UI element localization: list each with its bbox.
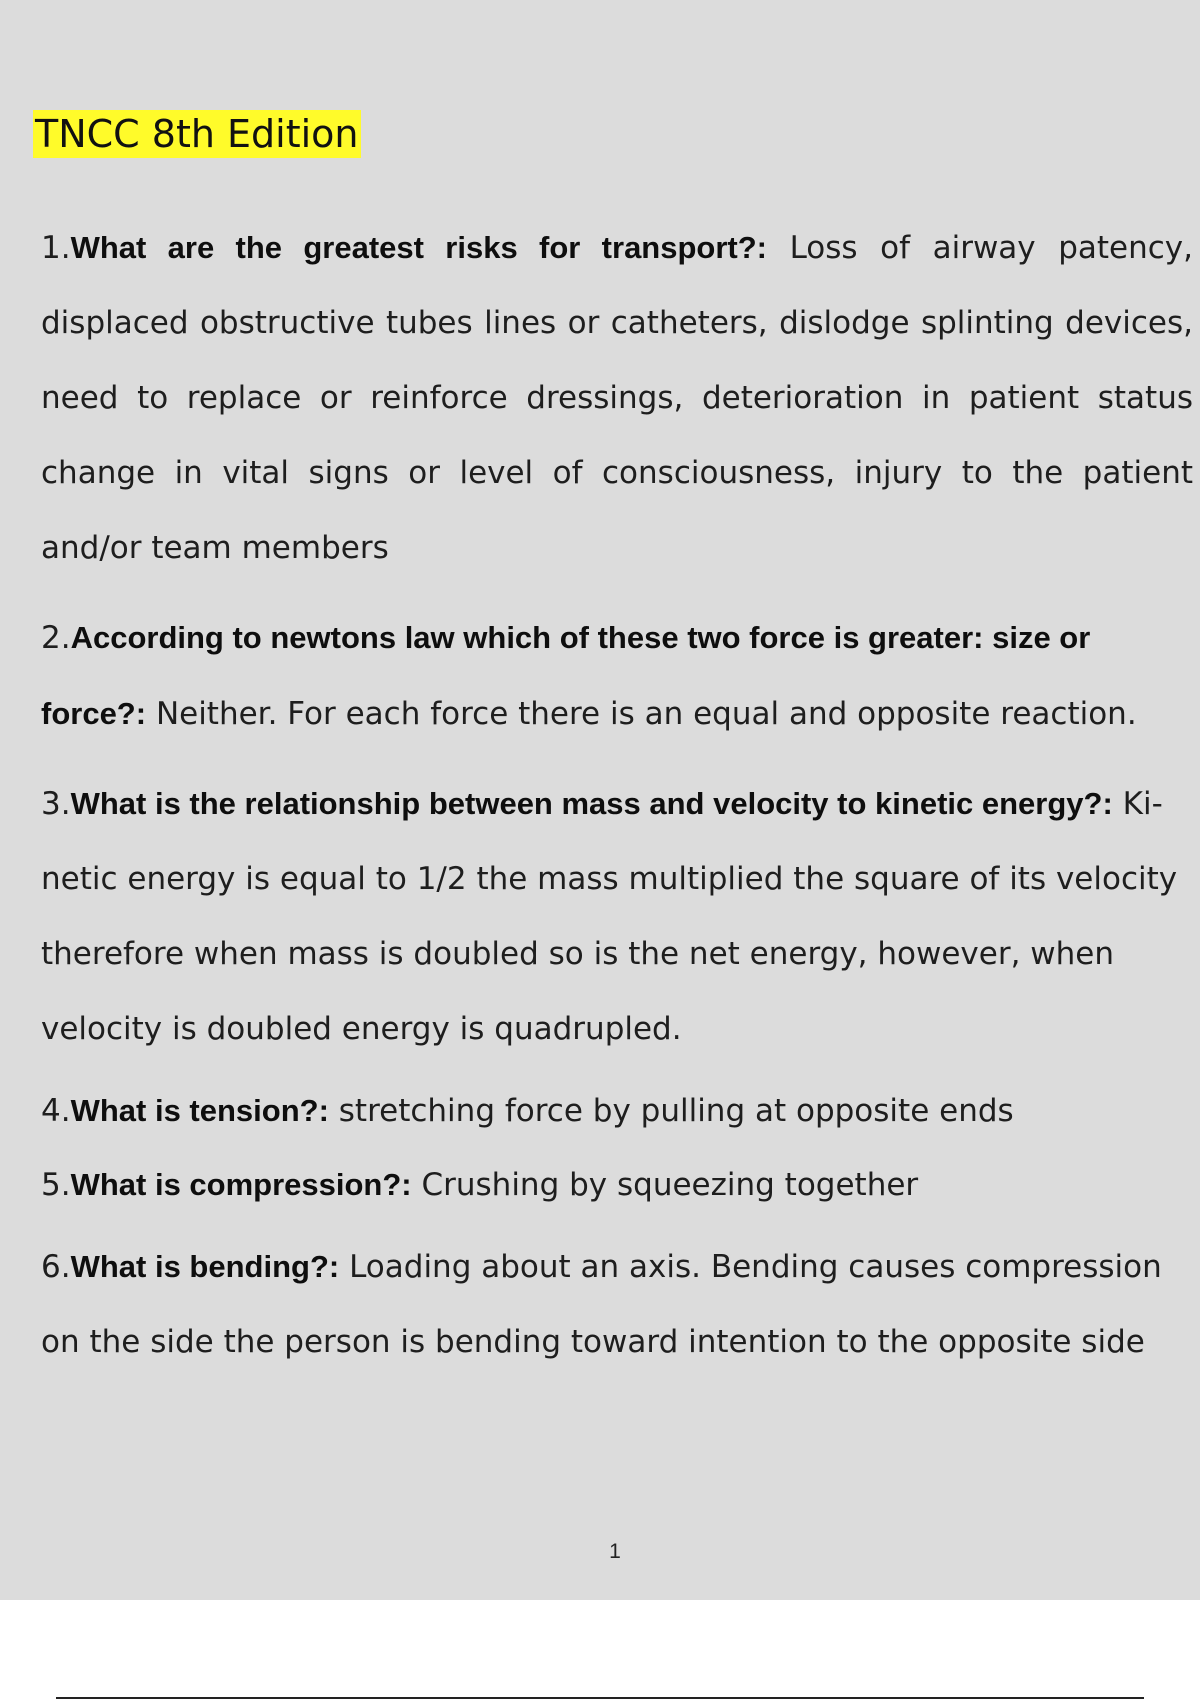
answer-text: Crushing by squeezing together — [421, 1167, 919, 1203]
document-title: TNCC 8th Edition — [35, 112, 359, 156]
question-number: 5. — [41, 1167, 71, 1203]
answer-text: Loss of airway patency, displaced obstructive tubes lines or catheters, dislodge splinting devices, need to replace or reinforce dressings, deterioration in patient status change in vital signs or level of consciousness, injury to the patient and/or team members — [41, 230, 1193, 566]
question-item-2 — [41, 600, 1193, 752]
question-item-3 — [41, 766, 1193, 1067]
answer-text: Ki- netic energy is equal to 1/2 the mass multiplied the square of its velocity therefore when mass is doubled so is the net energy, however, when velocity is doubled energy is quadrupled. — [41, 786, 1178, 1047]
question-item-5 — [41, 1155, 1193, 1215]
question-text: What is the relationship between mass and velocity to kinetic energy?: — [70, 786, 1113, 821]
question-number: 2. — [41, 620, 71, 656]
question-number: 6. — [41, 1249, 71, 1285]
question-number: 1. — [41, 230, 71, 266]
answer-text: Neither. For each force there is an equal and opposite reaction. — [155, 696, 1137, 732]
question-item-4 — [41, 1081, 1193, 1141]
answer-text: stretching force by pulling at opposite ends — [338, 1093, 1014, 1129]
question-text: According to newtons law which of these two force is greater: size or force?: — [41, 620, 1091, 731]
question-text: What are the greatest risks for transport?: — [70, 230, 767, 265]
answer-text: Loading about an axis. Bending causes compression on the side the person is bending toward intention to the opposite side — [41, 1249, 1162, 1360]
question-text: What is tension?: — [70, 1093, 329, 1128]
question-item-6 — [41, 1229, 1193, 1380]
question-number: 4. — [41, 1093, 71, 1129]
question-text: What is bending?: — [70, 1249, 340, 1284]
footer-divider — [56, 1697, 1144, 1699]
question-list — [41, 210, 1193, 1394]
question-item-1 — [41, 210, 1193, 586]
question-number: 3. — [41, 786, 71, 822]
page-number: 1 — [609, 1540, 621, 1563]
question-text: What is compression?: — [70, 1167, 412, 1202]
